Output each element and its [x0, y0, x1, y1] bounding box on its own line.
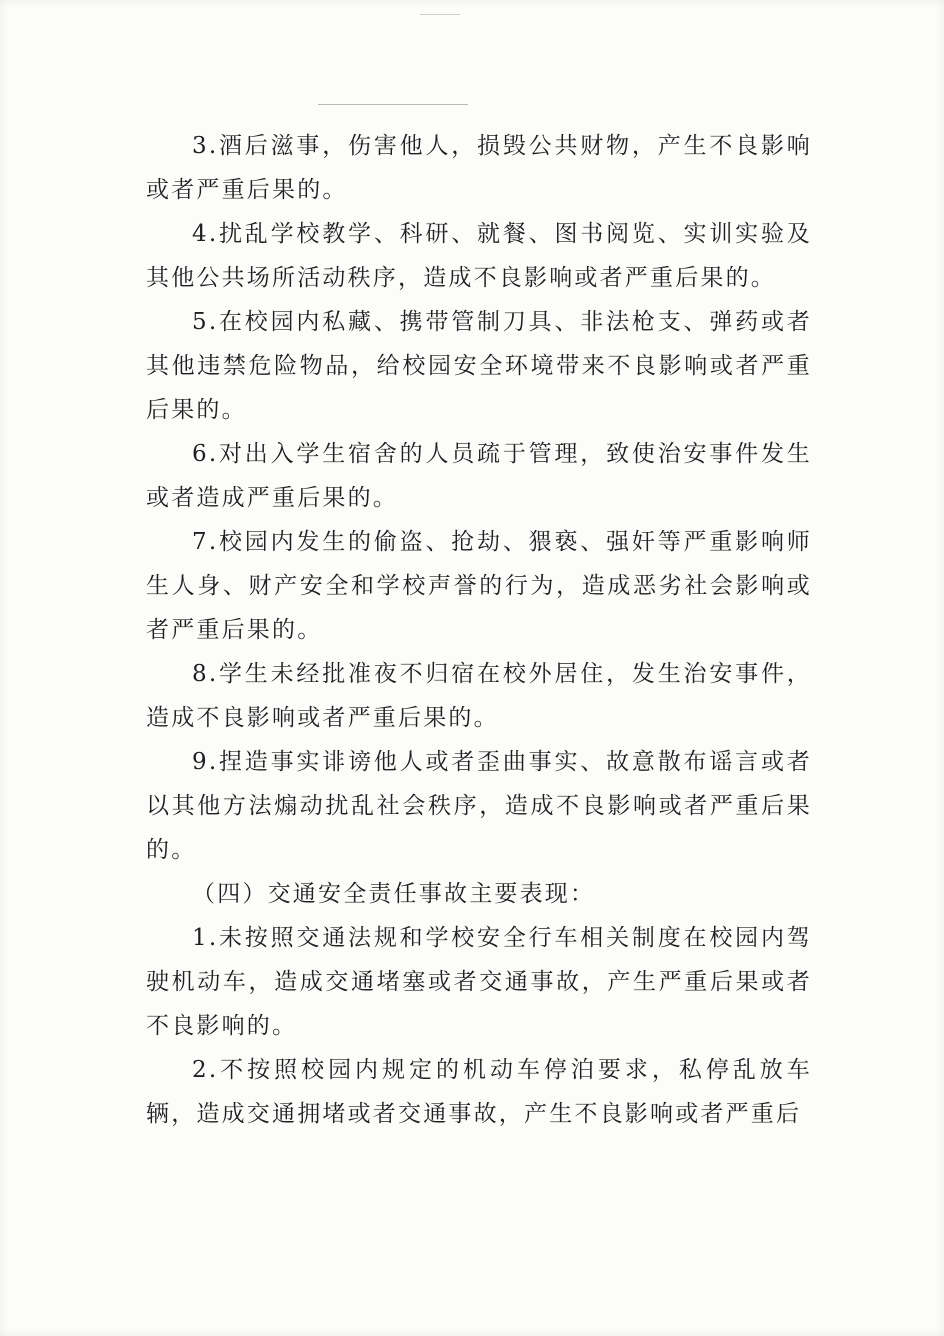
paragraph-3: 3.酒后滋事，伤害他人，损毁公共财物，产生不良影响或者严重后果的。 [146, 133, 812, 203]
paragraph-9: 9.捏造事实诽谤他人或者歪曲事实、故意散布谣言或者以其他方法煽动扰乱社会秩序，造成不良影响或者严重后果的。 [146, 749, 812, 863]
scan-artifact-line [318, 104, 468, 105]
paragraph-4: 4.扰乱学校教学、科研、就餐、图书阅览、实训实验及其他公共场所活动秩序，造成不良影响或者严重后果的。 [146, 221, 812, 291]
scan-artifact-line [420, 14, 460, 15]
paragraph-traffic-1: 1.未按照交通法规和学校安全行车相关制度在校园内驾驶机动车，造成交通堵塞或者交通事故，产生严重后果或者不良影响的。 [146, 925, 812, 1039]
paragraph-6: 6.对出入学生宿舍的人员疏于管理，致使治安事件发生或者造成严重后果的。 [146, 441, 812, 511]
section-heading-traffic: （四）交通安全责任事故主要表现： [192, 881, 596, 907]
paragraph-7: 7.校园内发生的偷盗、抢劫、猥亵、强奸等严重影响师生人身、财产安全和学校声誉的行为，造成恶劣社会影响或者严重后果的。 [146, 529, 812, 643]
paragraph-8: 8.学生未经批准夜不归宿在校外居住，发生治安事件，造成不良影响或者严重后果的。 [146, 661, 812, 731]
paragraph-5: 5.在校园内私藏、携带管制刀具、非法枪支、弹药或者其他违禁危险物品，给校园安全环境带来不良影响或者严重后果的。 [146, 309, 812, 423]
paragraph-traffic-2: 2.不按照校园内规定的机动车停泊要求，私停乱放车辆，造成交通拥堵或者交通事故，产生不良影响或者严重后 [146, 1057, 812, 1127]
document-body [146, 124, 812, 1136]
